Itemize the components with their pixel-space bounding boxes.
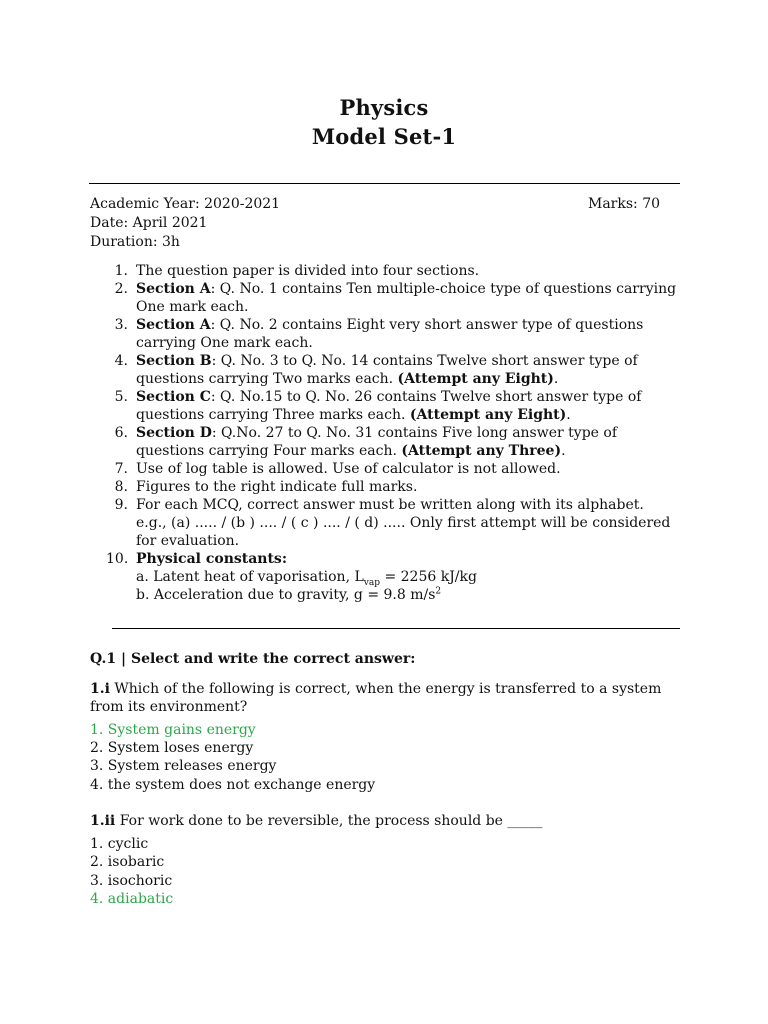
instruction-number: 2.: [114, 281, 128, 297]
constant-b-superscript: 2: [435, 586, 442, 597]
instruction-number: 6.: [114, 425, 128, 441]
instruction-number: 7.: [114, 461, 128, 477]
instruction-number: 5.: [114, 389, 128, 405]
constant-a-label: a. Latent heat of vaporisation, L: [136, 569, 364, 585]
option-1ii-4: 4. adiabatic: [90, 891, 174, 907]
instruction-item: [112, 496, 682, 550]
constant-latent-heat: [136, 568, 682, 586]
instruction-item: [112, 280, 682, 316]
option-1ii-2: 2. isobaric: [90, 854, 165, 870]
instruction-item: [106, 550, 682, 604]
instruction-number: 1.: [114, 263, 128, 279]
option-1ii-3: 3. isochoric: [90, 873, 173, 889]
instruction-attempt-note: (Attempt any Eight): [397, 371, 554, 387]
instruction-text: : Q. No.15 to Q. No. 26 contains Twelve short answer type of questions carrying Three marks each.: [136, 389, 642, 423]
instruction-attempt-note: (Attempt any Three): [401, 443, 562, 459]
exam-date: Date: April 2021: [90, 215, 208, 231]
constants-heading: Physical constants:: [136, 551, 287, 567]
instruction-text: The question paper is divided into four sections.: [136, 263, 480, 279]
option-1i-3: 3. System releases energy: [90, 758, 277, 774]
constant-a-subscript: vap: [363, 577, 380, 588]
instruction-section-label: Section A: [136, 317, 211, 333]
instruction-number: 4.: [114, 353, 128, 369]
instruction-text: : Q. No. 2 contains Eight very short answer type of questions carrying One mark each.: [136, 317, 644, 351]
constant-b-label: b. Acceleration due to gravity, g = 9.8 m/s: [136, 587, 436, 603]
instruction-attempt-note: (Attempt any Eight): [409, 407, 567, 423]
instruction-number: 10.: [106, 551, 129, 567]
instructions-list: [106, 262, 682, 604]
instruction-text: Figures to the right indicate full marks.: [136, 479, 418, 495]
instruction-example: e.g., (a) ..... / (b ) .... / ( c ) .... / ( d) ..... Only first attempt will be considered for evaluation.: [136, 515, 671, 549]
instruction-section-label: Section C: [136, 389, 211, 405]
question-1ii: [90, 812, 680, 830]
instruction-item: [112, 460, 682, 478]
instruction-section-label: Section A: [136, 281, 211, 297]
instruction-text: Use of log table is allowed. Use of calculator is not allowed.: [136, 461, 561, 477]
question-text: Which of the following is correct, when the energy is transferred to a system from its environment?: [90, 681, 662, 715]
question-number: 1.i: [90, 681, 110, 697]
option-1ii-1: 1. cyclic: [90, 836, 149, 852]
instruction-end: .: [566, 407, 571, 423]
instruction-end: .: [561, 443, 566, 459]
option-1i-1: 1. System gains energy: [90, 722, 256, 738]
question-1i: [90, 680, 680, 716]
instruction-end: .: [553, 371, 559, 387]
instruction-number: 8.: [114, 479, 128, 495]
academic-year: Academic Year: 2020-2021: [90, 196, 281, 212]
instruction-item: [112, 388, 682, 424]
section-heading: [90, 650, 680, 668]
question-number: 1.ii: [90, 813, 116, 829]
option-1i-2: 2. System loses energy: [90, 740, 254, 756]
top-divider: [89, 183, 680, 184]
instruction-text: : Q. No. 1 contains Ten multiple-choice type of questions carrying One mark each.: [136, 281, 677, 315]
section-divider: [112, 628, 680, 629]
instruction-item: [112, 352, 682, 388]
exam-duration: Duration: 3h: [90, 234, 180, 250]
instruction-number: 3.: [114, 317, 128, 333]
page-subtitle: Model Set-1: [311, 124, 457, 149]
instruction-text: : Q. No. 3 to Q. No. 14 contains Twelve short answer type of questions carrying Two marks each.: [136, 353, 638, 387]
constant-gravity: [136, 586, 682, 604]
instruction-text: For each MCQ, correct answer must be written along with its alphabet.: [136, 497, 644, 513]
instruction-item: [112, 478, 682, 496]
total-marks: Marks: 70: [588, 196, 661, 212]
instruction-section-label: Section B: [136, 353, 212, 369]
instruction-text: : Q.No. 27 to Q. No. 31 contains Five long answer type of questions carrying Four marks each.: [136, 425, 617, 459]
instruction-item: [112, 262, 682, 280]
page-title: Physics: [339, 95, 429, 120]
instruction-section-label: Section D: [136, 425, 212, 441]
instruction-item: [112, 316, 682, 352]
instruction-number: 9.: [114, 497, 128, 513]
option-1i-4: 4. the system does not exchange energy: [90, 777, 376, 793]
constant-a-value: = 2256 kJ/kg: [380, 569, 477, 585]
section-heading-text: Q.1 | Select and write the correct answer:: [90, 651, 416, 667]
instruction-item: [112, 424, 682, 460]
question-text: For work done to be reversible, the process should be _____: [115, 813, 543, 829]
